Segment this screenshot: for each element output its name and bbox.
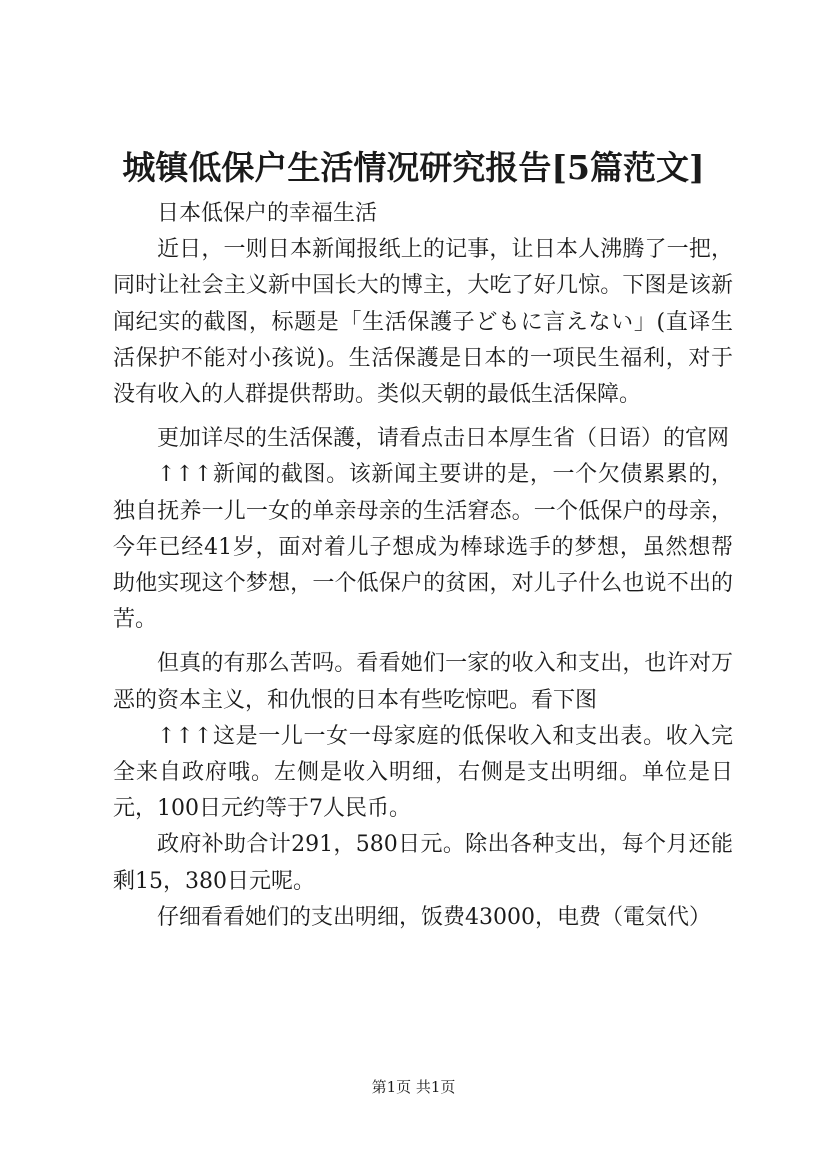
page-number-footer: 第1页 共1页	[371, 1078, 456, 1096]
paragraph: 政府补助合计291，580日元。除出各种支出，每个月还能剩15，380日元呢。	[113, 832, 733, 894]
paragraph: 近日，一则日本新闻报纸上的记事，让日本人沸腾了一把，同时让社会主义新中国长大的博主，大吃了好几惊。下图是该新闻纪实的截图，标题是「生活保護子どもに言えない」(直译生活保护不能对小孩说)。生活保護是日本的一项民生福利，对于没有收入的人群提供帮助。类似天朝的最低生活保障。	[113, 237, 733, 408]
document-title: 城镇低保户生活情况研究报告[5篇范文]	[122, 148, 705, 187]
paragraph: ↑↑↑新闻的截图。该新闻主要讲的是，一个欠债累累的，独自抚养一儿一女的单亲母亲的生活窘态。一个低保户的母亲，今年已经41岁，面对着儿子想成为棒球选手的梦想，虽然想帮助他实现这个梦想，一个低保户的贫困，对儿子什么也说不出的苦。	[113, 462, 733, 633]
document-body	[113, 196, 733, 936]
paragraph: ↑↑↑这是一儿一女一母家庭的低保收入和支出表。收入完全来自政府哦。左侧是收入明细，右侧是支出明细。单位是日元，100日元约等于7人民币。	[113, 723, 733, 822]
paragraph: 仔细看看她们的支出明细，饭费43000，电费（電気代）	[157, 904, 711, 930]
paragraph-subtitle: 日本低保户的幸福生活	[157, 201, 378, 226]
paragraph: 但真的有那么苦吗。看看她们一家的收入和支出，也许对万恶的资本主义，和仇恨的日本有些吃惊吧。看下图	[113, 651, 733, 713]
paragraph: 更加详尽的生活保護，请看点击日本厚生省（日语）的官网	[157, 426, 730, 452]
